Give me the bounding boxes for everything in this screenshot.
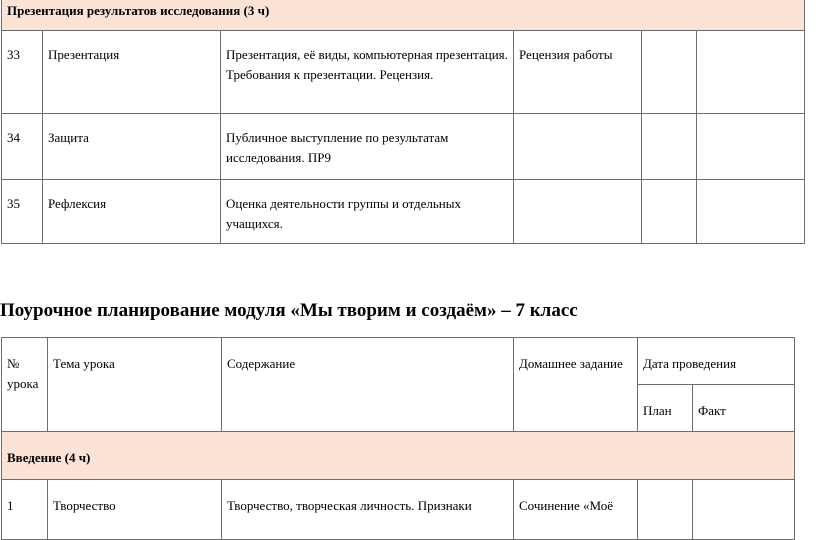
lesson-number: 33 (2, 31, 43, 114)
module-heading: Поурочное планирование модуля «Мы творим и создаём» – 7 класс (0, 300, 578, 321)
lesson-homework: Рецензия работы (514, 31, 642, 114)
lesson-homework: Сочинение «Моё (514, 480, 638, 540)
lesson-number: 34 (2, 114, 43, 180)
header-homework: Домашнее задание (514, 338, 638, 432)
lesson-fact-date (697, 31, 805, 114)
lesson-plan-date (642, 31, 697, 114)
header-date: Дата проведения (638, 338, 795, 385)
header-row (2, 338, 795, 385)
lesson-plan-date (642, 180, 697, 244)
lesson-topic: Презентация (43, 31, 221, 114)
header-lesson-topic: Тема урока (48, 338, 222, 432)
lesson-plan-date (638, 480, 693, 540)
table-row (2, 114, 805, 180)
lesson-number: 1 (2, 480, 48, 540)
lesson-fact-date (697, 114, 805, 180)
header-plan: План (638, 385, 693, 432)
lesson-content: Презентация, её виды, компьютерная презентация. Требования к презентации. Рецензия. (221, 31, 514, 114)
lesson-topic: Творчество (48, 480, 222, 540)
lesson-number: 35 (2, 180, 43, 244)
research-presentation-table (1, 0, 805, 244)
lesson-plan-date (642, 114, 697, 180)
section-row (2, 0, 805, 31)
section-title: Презентация результатов исследования (3 ч) (2, 0, 805, 31)
table-row (2, 480, 795, 540)
lesson-homework (514, 114, 642, 180)
lesson-content: Оценка деятельности группы и отдельных учащихся. (221, 180, 514, 244)
header-fact: Факт (693, 385, 795, 432)
lesson-planning-table (1, 337, 795, 540)
table-row (2, 31, 805, 114)
header-content: Содержание (222, 338, 514, 432)
lesson-fact-date (697, 180, 805, 244)
lesson-content: Творчество, творческая личность. Признаки (222, 480, 514, 540)
section-title: Введение (4 ч) (2, 432, 795, 480)
lesson-topic: Рефлексия (43, 180, 221, 244)
section-row (2, 432, 795, 480)
lesson-topic: Защита (43, 114, 221, 180)
lesson-homework (514, 180, 642, 244)
lesson-content: Публичное выступление по результатам исследования. ПР9 (221, 114, 514, 180)
header-lesson-number: № урока (2, 338, 48, 432)
table-row (2, 180, 805, 244)
lesson-fact-date (693, 480, 795, 540)
